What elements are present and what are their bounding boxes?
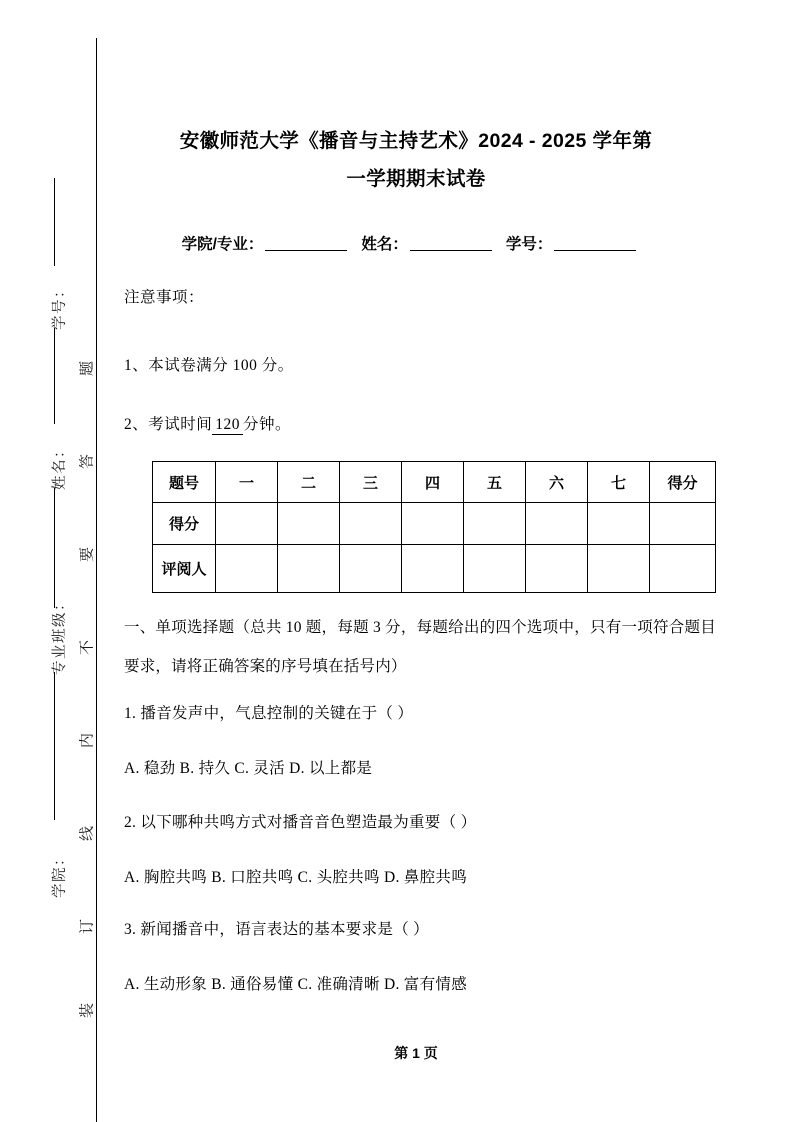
department-input[interactable] <box>265 235 347 251</box>
question-2-options[interactable]: A. 胸腔共鸣 B. 口腔共鸣 C. 头腔共鸣 D. 鼻腔共鸣 <box>124 869 467 886</box>
score-cell-7[interactable] <box>588 503 650 545</box>
question-3-stem: 3. 新闻播音中，语言表达的基本要求是（ ） <box>124 921 429 938</box>
exam-duration-value: 120 <box>212 416 243 435</box>
section-one-heading: 一、单项选择题（总共 10 题，每题 3 分，每题给出的四个选项中，只有一项符合题目要求，请将正确答案的序号填在括号内） <box>124 619 716 675</box>
department-field <box>182 236 350 253</box>
notes-heading: 注意事项： <box>124 289 205 306</box>
page-footer: 第 1 页 <box>394 1045 438 1061</box>
question-1-options[interactable]: A. 稳劲 B. 持久 C. 灵活 D. 以上都是 <box>124 760 373 777</box>
question-2-stem: 2. 以下哪种共鸣方式对播音音色塑造最为重要（ ） <box>124 814 477 831</box>
score-cell-4[interactable] <box>402 503 464 545</box>
sealing-line-outer-segment-2 <box>54 328 55 424</box>
sealing-line-outer-segment-4 <box>54 672 55 820</box>
page-title <box>126 122 706 198</box>
seal-label-student-id: 学号： <box>52 282 68 330</box>
score-table-row-label-0: 题号 <box>153 462 216 503</box>
page-title-line-1: 安徽师范大学《播音与主持艺术》2024 - 2025 学年第 <box>179 130 653 152</box>
score-table-col-1: 一 <box>216 462 278 503</box>
notes-item-2 <box>124 412 291 434</box>
marker-cell-7[interactable] <box>588 545 650 593</box>
score-table-row-label-1: 得分 <box>153 503 216 545</box>
score-table <box>152 461 716 593</box>
table-row-header <box>153 462 716 503</box>
student-id-field <box>506 236 639 253</box>
sealing-line-outer-segment-1 <box>54 178 55 266</box>
seal-char-8: 装 <box>79 1003 96 1019</box>
marker-cell-3[interactable] <box>340 545 402 593</box>
table-row-marker <box>153 545 716 593</box>
name-field <box>361 236 494 253</box>
name-input[interactable] <box>410 235 492 251</box>
score-table-col-7: 七 <box>588 462 650 503</box>
score-table-row-label-2: 评阅人 <box>153 545 216 593</box>
notes-item-1: 1、本试卷满分 100 分。 <box>124 357 294 374</box>
seal-label-name: 姓名： <box>52 442 68 490</box>
marker-cell-total[interactable] <box>650 545 716 593</box>
question-1 <box>124 701 716 778</box>
student-id-input[interactable] <box>554 235 636 251</box>
score-cell-6[interactable] <box>526 503 588 545</box>
question-2 <box>124 810 716 887</box>
seal-char-1: 题 <box>79 361 96 377</box>
seal-label-class: 专业班级： <box>52 595 68 675</box>
score-table-col-3: 三 <box>340 462 402 503</box>
exam-sheet <box>116 0 716 1122</box>
seal-char-2: 答 <box>79 454 96 470</box>
score-cell-2[interactable] <box>278 503 340 545</box>
notes-item-2-prefix: 2、考试时间 <box>124 416 213 433</box>
marker-cell-6[interactable] <box>526 545 588 593</box>
score-table-col-total: 得分 <box>650 462 716 503</box>
name-label: 姓名： <box>361 236 408 253</box>
question-3-options[interactable]: A. 生动形象 B. 通俗易懂 C. 准确清晰 D. 富有情感 <box>124 976 467 993</box>
marker-cell-5[interactable] <box>464 545 526 593</box>
score-cell-5[interactable] <box>464 503 526 545</box>
department-label: 学院/专业： <box>181 236 264 253</box>
seal-char-6: 线 <box>79 826 96 842</box>
score-cell-3[interactable] <box>340 503 402 545</box>
notes-item-2-suffix: 分钟。 <box>243 416 292 433</box>
marker-cell-1[interactable] <box>216 545 278 593</box>
seal-char-7: 订 <box>79 919 96 935</box>
question-3 <box>124 917 716 994</box>
question-1-stem: 1. 播音发声中，气息控制的关键在于（ ） <box>124 705 414 722</box>
score-cell-total[interactable] <box>650 503 716 545</box>
sealing-margin <box>0 0 97 1122</box>
score-table-col-4: 四 <box>402 462 464 503</box>
score-table-col-6: 六 <box>526 462 588 503</box>
marker-cell-4[interactable] <box>402 545 464 593</box>
seal-char-5: 内 <box>79 733 96 749</box>
score-table-col-5: 五 <box>464 462 526 503</box>
table-row-score <box>153 503 716 545</box>
seal-char-3: 要 <box>79 547 96 563</box>
marker-cell-2[interactable] <box>278 545 340 593</box>
seal-char-4: 不 <box>79 640 96 656</box>
student-id-label: 学号： <box>505 236 553 253</box>
score-cell-1[interactable] <box>216 503 278 545</box>
identity-row <box>126 232 706 254</box>
score-table-col-2: 二 <box>278 462 340 503</box>
page-title-line-2: 一学期期末试卷 <box>346 168 486 190</box>
sealing-line-outer-segment-3 <box>54 488 55 608</box>
sealing-line-inner <box>96 38 97 1122</box>
seal-label-department: 学院： <box>52 850 68 898</box>
